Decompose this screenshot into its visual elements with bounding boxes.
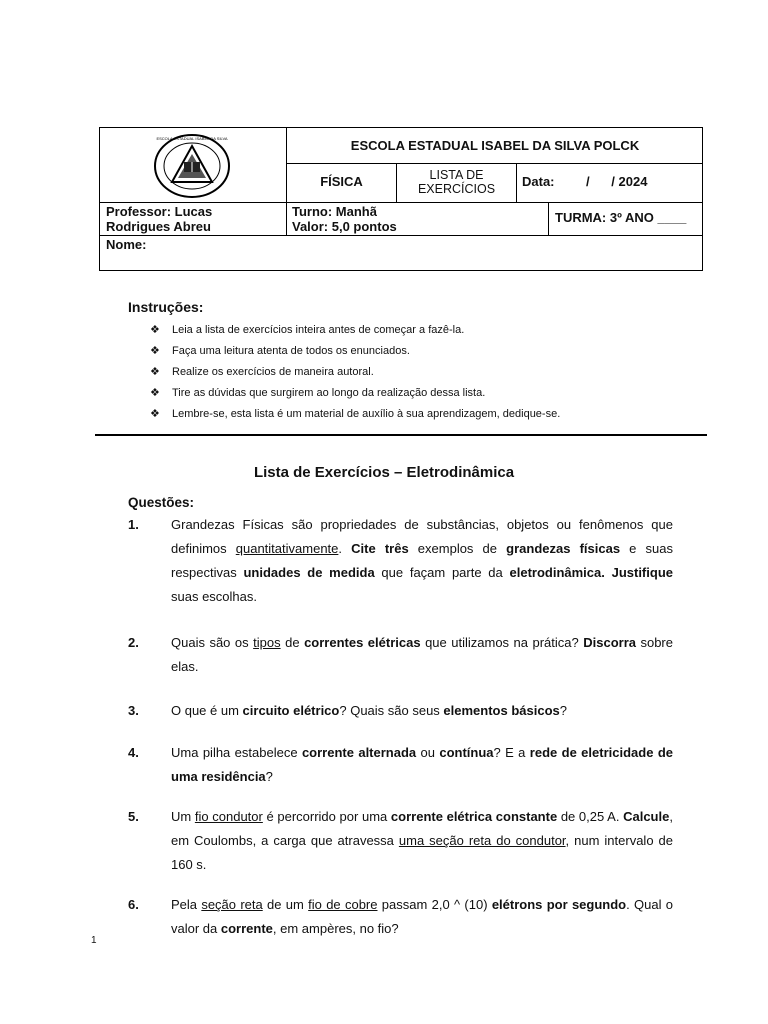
question-item — [128, 741, 673, 789]
instruction-text: Lembre-se, esta lista é um material de auxílio à sua aprendizagem, dedique-se. — [172, 408, 561, 420]
question-item — [128, 631, 673, 679]
list-type: LISTA DE EXERCÍCIOS — [417, 168, 496, 196]
question-number: 4. — [128, 745, 139, 760]
class-label: TURMA: 3º ANO ____ — [555, 210, 687, 225]
instruction-item — [150, 320, 560, 341]
question-item — [128, 805, 673, 877]
diamond-bullet-icon: ❖ — [150, 345, 160, 357]
question-text: Quais são os tipos de correntes elétricas que utilizamos na prática? Discorra sobre elas. — [171, 635, 673, 674]
subject-label: FÍSICA — [320, 174, 363, 189]
diamond-bullet-icon: ❖ — [150, 408, 160, 420]
shift-value: Turno: Manhã Valor: 5,0 pontos — [292, 204, 397, 234]
instruction-item — [150, 362, 560, 383]
question-item — [128, 699, 673, 723]
professor-name: Professor: Lucas Rodrigues Abreu — [106, 204, 213, 234]
divider — [95, 434, 707, 436]
list-title: Lista de Exercícios – Eletrodinâmica — [253, 464, 515, 481]
question-number: 2. — [128, 635, 139, 650]
instruction-text: Tire as dúvidas que surgirem ao longo da realização dessa lista. — [172, 387, 486, 399]
header-table — [99, 127, 703, 271]
question-text: Uma pilha estabelece corrente alternada ou contínua? E a rede de eletricidade de uma residência? — [171, 745, 673, 784]
instruction-text: Leia a lista de exercícios inteira antes de começar a fazê-la. — [172, 324, 465, 336]
question-item — [128, 513, 673, 609]
instructions-title: Instruções: — [128, 299, 204, 315]
question-number: 5. — [128, 809, 139, 824]
question-text: O que é um circuito elétrico? Quais são seus elementos básicos? — [171, 703, 567, 718]
diamond-bullet-icon: ❖ — [150, 324, 160, 336]
school-name: ESCOLA ESTADUAL ISABEL DA SILVA POLCK — [350, 138, 640, 153]
name-label[interactable]: Nome: — [106, 237, 147, 252]
instruction-item — [150, 341, 560, 362]
question-item — [128, 893, 673, 941]
question-text: Pela seção reta de um fio de cobre passam 2,0 ^ (10) elétrons por segundo. Qual o valor da corrente, em ampères, no fio? — [171, 897, 674, 936]
question-text: Um fio condutor é percorrido por uma corrente elétrica constante de 0,25 A. Calcule, em Coulombs, a carga que atravessa uma seção reta do condutor, num intervalo de 160 s. — [171, 809, 673, 872]
school-logo-icon — [152, 132, 232, 200]
instruction-item — [150, 383, 560, 404]
date-value: / / 2024 — [586, 174, 648, 189]
instructions-list — [150, 320, 560, 425]
date-label: Data: — [522, 174, 555, 189]
instruction-text: Realize os exercícios de maneira autoral. — [172, 366, 374, 378]
instruction-item — [150, 404, 560, 425]
question-number: 6. — [128, 897, 139, 912]
svg-text:ESCOLA ESTADUAL ISABEL DA SILV: ESCOLA ESTADUAL ISABEL DA SILVA — [156, 136, 228, 141]
question-number: 1. — [128, 517, 139, 532]
question-number: 3. — [128, 703, 139, 718]
diamond-bullet-icon: ❖ — [150, 366, 160, 378]
questions-title: Questões: — [128, 495, 195, 510]
diamond-bullet-icon: ❖ — [150, 387, 160, 399]
page-number: 1 — [91, 935, 97, 946]
instruction-text: Faça uma leitura atenta de todos os enunciados. — [172, 345, 410, 357]
question-text: Grandezas Físicas são propriedades de substâncias, objetos ou fenômenos que definimos quantitativamente. Cite três exemplos de grandezas físicas e suas respectivas unidades de medida que façam parte da eletrodinâmica. Justifique suas escolhas. — [171, 517, 674, 604]
